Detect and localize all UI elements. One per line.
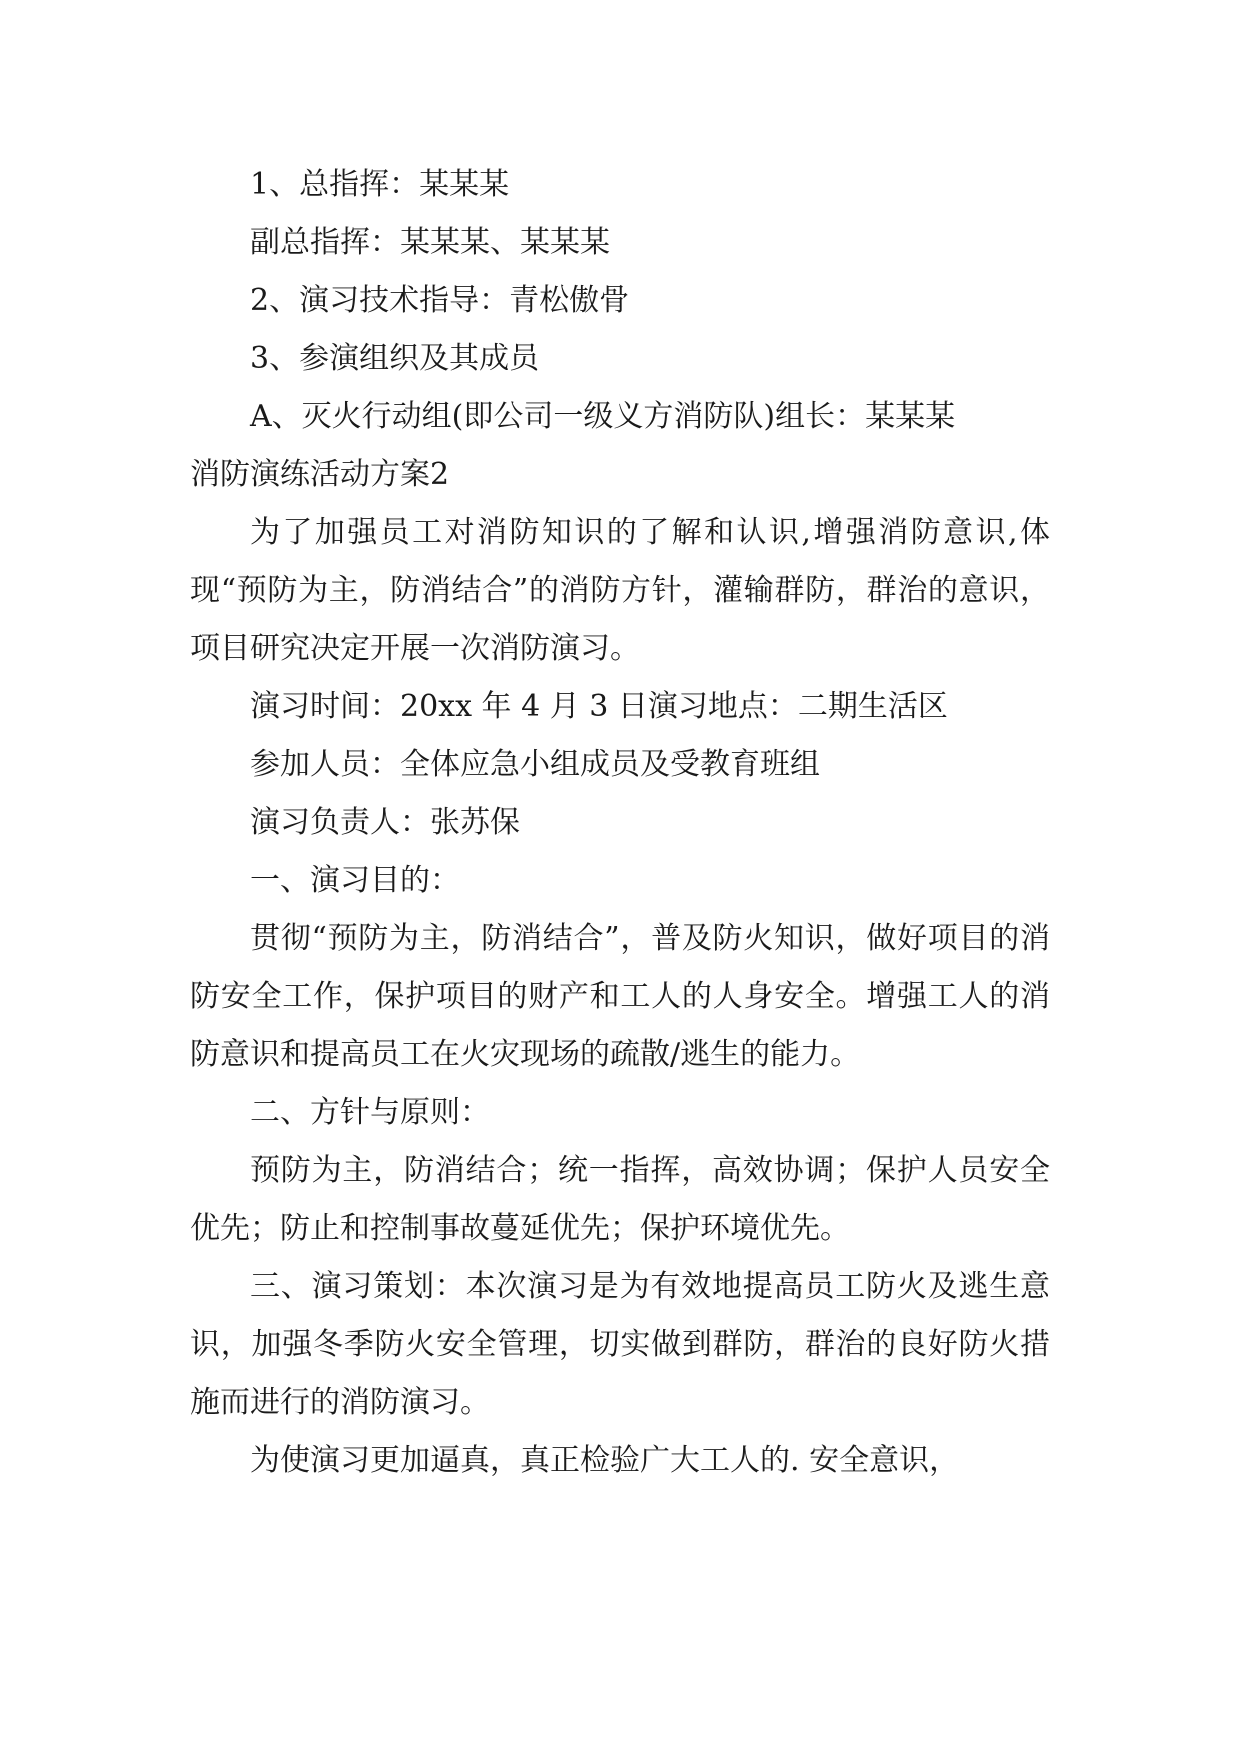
section-title: 消防演练活动方案2 bbox=[190, 457, 450, 492]
paragraph: 为了加强员工对消防知识的了解和认识,增强消防意识,体现“预防为主，防消结合”的消防方针，灌输群防，群治的意识，项目研究决定开展一次消防演习。 bbox=[190, 515, 1050, 666]
paragraph: 为使演习更加逼真，真正检验广大工人的. 安全意识， bbox=[250, 1443, 960, 1478]
paragraph: 参加人员：全体应急小组成员及受教育班组 bbox=[250, 747, 820, 782]
paragraph: 一、演习目的： bbox=[250, 863, 460, 898]
paragraph: A、灭火行动组(即公司一级义方消防队)组长：某某某 bbox=[250, 399, 956, 434]
paragraph: 副总指挥：某某某、某某某 bbox=[250, 225, 610, 260]
paragraph: 演习时间：20xx 年 4 月 3 日演习地点：二期生活区 bbox=[250, 689, 948, 724]
paragraph: 贯彻“预防为主，防消结合”，普及防火知识，做好项目的消防安全工作，保护项目的财产和工人的人身安全。增强工人的消防意识和提高员工在火灾现场的疏散/逃生的能力。 bbox=[190, 921, 1050, 1072]
document-body bbox=[190, 156, 1050, 1490]
paragraph: 演习负责人：张苏保 bbox=[250, 805, 520, 840]
paragraph: 3、参演组织及其成员 bbox=[250, 341, 540, 376]
paragraph: 二、方针与原则： bbox=[250, 1095, 490, 1130]
paragraph: 三、演习策划：本次演习是为有效地提高员工防火及逃生意识，加强冬季防火安全管理，切实做到群防，群治的良好防火措施而进行的消防演习。 bbox=[190, 1269, 1050, 1420]
paragraph: 1、总指挥：某某某 bbox=[250, 167, 510, 202]
paragraph: 预防为主，防消结合；统一指挥，高效协调；保护人员安全优先；防止和控制事故蔓延优先；保护环境优先。 bbox=[190, 1153, 1050, 1246]
paragraph: 2、演习技术指导：青松傲骨 bbox=[250, 283, 630, 318]
